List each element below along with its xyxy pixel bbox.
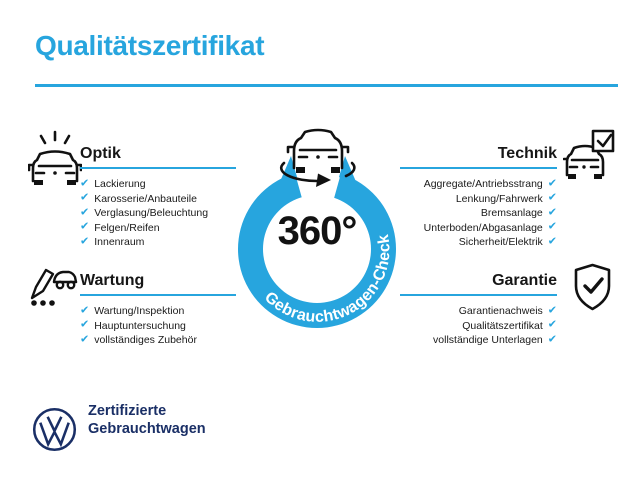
list-item xyxy=(80,192,236,207)
brand-line2: Gebrauchtwagen xyxy=(88,420,206,437)
section-optik xyxy=(80,144,236,250)
section-technik xyxy=(400,144,557,250)
list-item-label: Aggregate/Antriebsstrang xyxy=(423,178,543,191)
list-item xyxy=(400,235,557,250)
section-optik-title: Optik xyxy=(80,144,236,169)
list-item-label: Lenkung/Fahrwerk xyxy=(455,192,543,205)
list-item xyxy=(400,177,557,192)
list-item xyxy=(400,333,557,348)
list-item-label: Sicherheit/Elektrik xyxy=(458,236,543,249)
list-item xyxy=(400,192,557,207)
check-icon: ✔ xyxy=(80,318,90,331)
check-icon: ✔ xyxy=(80,304,90,317)
list-item xyxy=(80,333,236,348)
list-item-label: Karosserie/Anbauteile xyxy=(94,192,197,205)
service-checklist-icon xyxy=(26,260,78,308)
section-wartung-title: Wartung xyxy=(80,271,236,296)
list-item-label: Lackierung xyxy=(94,178,146,191)
check-icon: ✔ xyxy=(80,177,90,190)
list-item xyxy=(400,319,557,334)
list-item xyxy=(80,221,236,236)
car-checkbox-icon xyxy=(563,129,615,181)
list-item-label: Unterboden/Abgasanlage xyxy=(423,221,543,234)
list-item-label: Hauptuntersuchung xyxy=(94,319,186,332)
section-wartung xyxy=(80,271,236,348)
list-item-label: vollständiges Zubehör xyxy=(94,334,197,347)
check-icon: ✔ xyxy=(547,177,557,190)
list-item xyxy=(400,221,557,236)
list-item-label: vollständige Unterlagen xyxy=(433,334,543,347)
list-item-label: Garantienachweis xyxy=(458,305,543,318)
shield-check-icon xyxy=(569,262,616,312)
check-icon: ✔ xyxy=(547,220,557,233)
list-item-label: Felgen/Reifen xyxy=(94,221,160,234)
check-icon: ✔ xyxy=(547,206,557,219)
section-garantie xyxy=(400,271,557,348)
check-icon: ✔ xyxy=(80,220,90,233)
list-item xyxy=(80,177,236,192)
list-item xyxy=(400,304,557,319)
page-title: Qualitätszertifikat xyxy=(35,30,265,61)
brand-line1: Zertifizierte xyxy=(88,403,167,419)
list-item xyxy=(80,304,236,319)
section-garantie-title: Garantie xyxy=(400,271,557,296)
brand-text xyxy=(88,403,206,438)
list-item-label: Wartung/Inspektion xyxy=(94,305,185,318)
badge-degrees: 360° xyxy=(277,209,357,253)
check-icon: ✔ xyxy=(80,235,90,248)
vw-logo xyxy=(31,406,78,453)
list-item-label: Qualitätszertifikat xyxy=(462,319,543,332)
list-item-label: Verglasung/Beleuchtung xyxy=(94,207,209,220)
check-icon: ✔ xyxy=(547,235,557,248)
check-icon: ✔ xyxy=(80,333,90,346)
section-technik-title: Technik xyxy=(400,144,557,169)
list-item-label: Innenraum xyxy=(94,236,145,249)
check-icon: ✔ xyxy=(547,304,557,317)
check-icon: ✔ xyxy=(547,191,557,204)
list-item xyxy=(80,235,236,250)
check-icon: ✔ xyxy=(80,206,90,219)
list-item xyxy=(80,206,236,221)
shiny-car-icon xyxy=(28,129,82,187)
check-icon: ✔ xyxy=(547,318,557,331)
ring-label: Gebrauchtwagen-Check xyxy=(260,233,394,326)
check-icon: ✔ xyxy=(80,191,90,204)
list-item-label: Bremsanlage xyxy=(480,207,543,220)
check-icon: ✔ xyxy=(547,333,557,346)
list-item xyxy=(400,206,557,221)
list-item xyxy=(80,319,236,334)
